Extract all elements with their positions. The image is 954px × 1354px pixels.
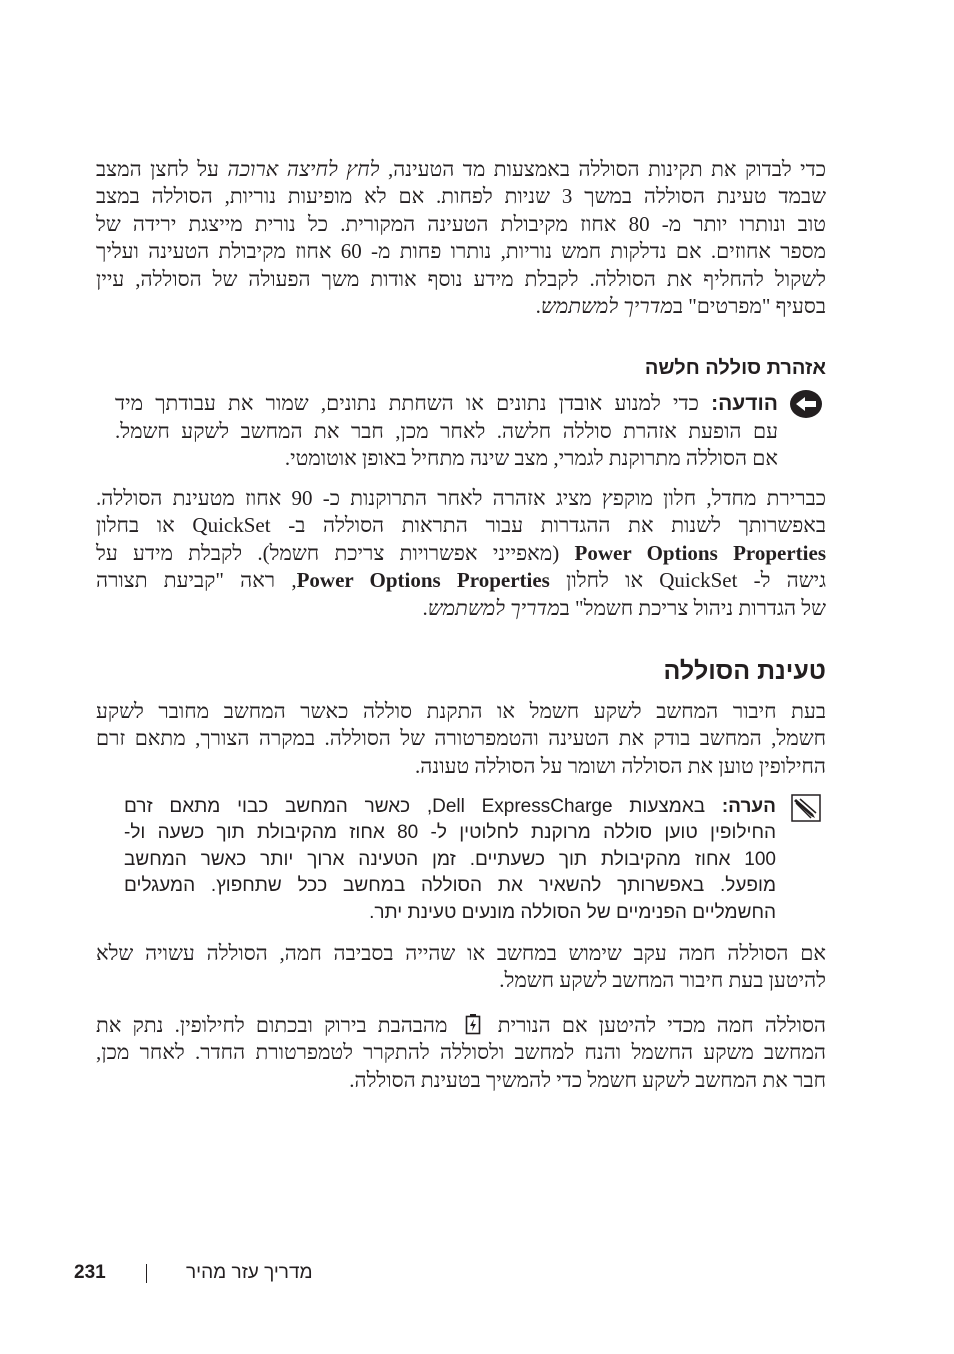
- text-line: של הגדרות ניהול צריכת חשמל" במדריך למשתמש.: [422, 595, 826, 620]
- battery-charging-heading: טעינת הסוללה: [663, 657, 826, 685]
- page-number: 231: [74, 1262, 106, 1283]
- notice-box: [115, 390, 778, 473]
- paragraph-charging: [96, 698, 826, 780]
- footer-divider: [146, 1264, 147, 1283]
- text-line: בעת חיבור המחשב לשקע חשמל או התקנת סוללה כאשר המחשב מחובר לשקע: [96, 699, 826, 723]
- notice-hand-icon: [789, 389, 823, 419]
- paragraph-warning-settings: [96, 485, 826, 622]
- text-line: לשקול להחליף את הסוללה. לקבלת מידע נוסף אודות משך הפעולה של הסוללה, עיין: [96, 266, 826, 291]
- text-line: הסוללה חמה מכדי להיטען אם הנורית מהבהבת בירוק ובכתום לחילופין. נתק את: [96, 1013, 826, 1037]
- note-box: [124, 794, 776, 926]
- text-line: שבמד טעינת הסוללה במשך 3 שניות לפחות. אם לא מופיעות נוריות, הסוללה במצב: [96, 184, 826, 209]
- text-line: חשמל, המחשב בודק את הטעינה והטמפרטורה של הסוללה. במקרה הצורך, מתאם זרם: [96, 726, 826, 751]
- emphasis-text: לחץ לחיצה ארוכה: [227, 157, 380, 181]
- paragraph-hot-battery: [96, 940, 826, 995]
- note-line: באמצעות Dell ExpressCharge, כאשר המחשב כבוי מתאם זרם: [124, 796, 722, 817]
- note-line: מופעל. באפשרותך להשאיר את הסוללה במחשב ככל שתחפוץ. המעגלים: [124, 875, 776, 897]
- note-line: החילופין טוען סוללה מרוקנת לחלוטין ל- 80 אחוז מהקיבולת תוך כשעה ול-: [124, 822, 777, 844]
- text-line: אם הסוללה חמה עקב שימוש במחשב או שהייה בסביבה חמה, הסוללה עשויה שלא: [96, 941, 826, 965]
- battery-charging-icon: [465, 1013, 481, 1035]
- text-line: להיטען בעת חיבור המחשב לשקע חשמל.: [499, 968, 826, 993]
- notice-line: אם הסוללה מתרוקנת לגמרי, מצב שינה מתחיל באופן אוטומטי.: [284, 446, 778, 471]
- text-line: בסעיף "מפרטים" במדריך למשתמש.: [535, 294, 826, 319]
- text-line: טוב ונותרו יותר מ- 80 אחוז מקיבולת הטעינה המקורית. כל נורית מייצגת ירידה של: [96, 211, 826, 236]
- emphasis-text: מדריך למשתמש: [427, 595, 560, 620]
- text-line: המחשב משקע החשמל והנח למחשב ולסוללה להתקרר לטמפרטורת החדר. לאחר מכן,: [96, 1040, 826, 1065]
- text-line: החילופין טוען את הסוללה ושומר על הסוללה טעונה.: [415, 753, 826, 778]
- text-line: חבר את המחשב לשקע חשמל כדי להמשיך בטעינת הסוללה.: [349, 1067, 826, 1092]
- text-line: כברירת מחדל, חלון מוקפץ מציג אזהרה לאחר התרוקנות כ- 90 אחוז מטעינת הסוללה.: [96, 486, 826, 510]
- text-line: Power Options Properties (מאפייני אפשרויות צריכת חשמל). לקבלת מידע על: [96, 540, 826, 565]
- ui-term: Power Options Properties: [574, 540, 826, 565]
- note-label: הערה:: [721, 796, 776, 817]
- notice-line: כדי למנוע אובדן נתונים או השחתת נתונים, שמור את עבודתך מיד: [115, 391, 712, 415]
- paragraph-blinking-light: [96, 1012, 826, 1094]
- text-line: מספר אחוזים. אם נדלקות חמש נוריות, נותרו פחות מ- 60 אחוז מקיבולת הטעינה ועליך: [96, 239, 827, 264]
- footer-title: מדריך עזר מהיר: [186, 1262, 313, 1283]
- ui-term: Power Options Properties: [296, 568, 550, 593]
- text-line: כדי לבדוק את תקינות הסוללה באמצעות מד הטעינה, לחץ לחיצה ארוכה על לחצן המצב: [96, 157, 827, 181]
- note-line: 100 אחוז מהקיבולת תוך כשעתיים. זמן הטעינה ארוך יותר כאשר המחשב: [124, 848, 776, 870]
- paragraph-battery-check: [96, 156, 826, 320]
- notice-line: עם הופעת אזהרת סוללה חלשה. לאחר מכן, חבר את המחשב לשקע חשמל.: [115, 418, 778, 443]
- low-battery-heading: אזהרת סוללה חלשה: [644, 357, 826, 379]
- text-line: גישה ל- QuickSet או לחלון Power Options Properties, ראה "קביעת תצורה: [96, 568, 827, 593]
- note-line: החשמליים הפנימיים של הסוללה מונעים טעינת יתר.: [369, 901, 776, 923]
- text-line: באפשרותך לשנות את ההגדרות עבור התראות הסוללה ב- QuickSet או בחלון: [96, 513, 826, 538]
- emphasis-text: מדריך למשתמש: [540, 294, 673, 319]
- notice-label: הודעה:: [711, 392, 778, 415]
- note-pencil-icon: [791, 794, 821, 822]
